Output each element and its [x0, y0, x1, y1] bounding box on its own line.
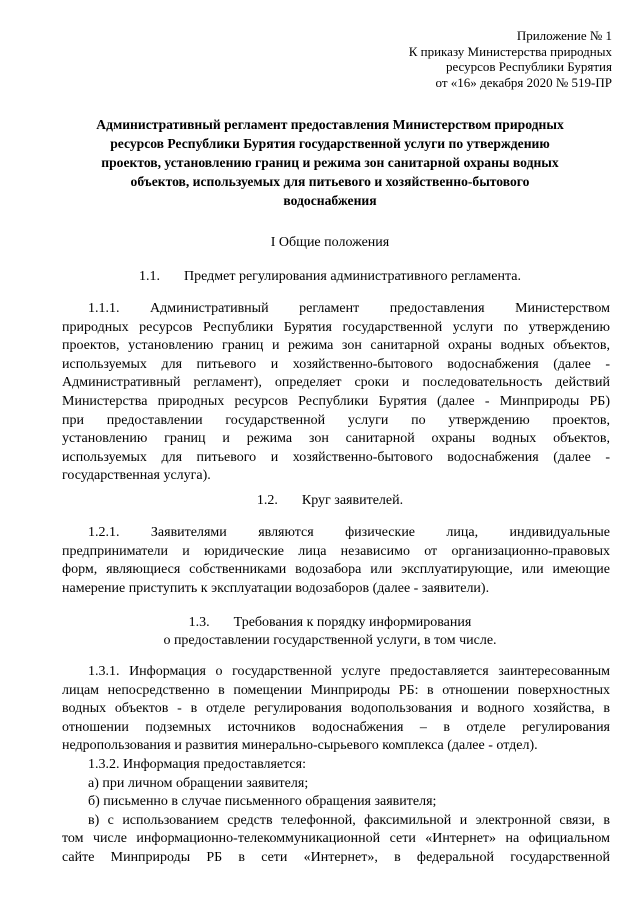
paragraph-1-3-1: [62, 663, 610, 756]
subsection-title: Требования к порядку информирования: [233, 615, 472, 630]
paragraph-1-3-2: [62, 756, 610, 868]
title-line: объектов, используемых для питьевого и хозяйственно-бытового: [130, 174, 530, 189]
text-line: намерение приступить к эксплуатации водозаборов (далее - заявители).: [62, 580, 490, 596]
text-line: форм, являющиеся собственниками водозабора или эксплуатирующие, или имеющие: [62, 562, 610, 578]
text-line: используемых для питьевого и хозяйственно-бытового водоснабжения (далее -: [62, 356, 610, 372]
text-line: Административный регламент), определяет сроки и последовательность действий: [62, 375, 610, 391]
subsection-1-3-heading: [62, 614, 598, 650]
subsection-title: Предмет регулирования административного регламента.: [184, 269, 521, 284]
text-line: 1.3.1. Информация о государственной услуге предоставляется заинтересованным: [88, 664, 610, 679]
title-line: Административный регламент предоставления Министерством природных: [96, 117, 564, 132]
text-line: 1.1.1. Административный регламент предоставления Министерством: [88, 301, 610, 316]
text-line: государственная услуга).: [62, 468, 211, 484]
subsection-number: 1.2.: [256, 493, 278, 508]
appendix-line: Приложение № 1: [516, 28, 612, 43]
text-line: лицам непосредственно в помещении Минприроды РБ: в отношении поверхностных: [62, 682, 610, 698]
title-line: проектов, установлению границ и режима зон санитарной охраны водных: [101, 155, 559, 170]
text-line: проектов, установлению границ и режима зон санитарной охраны водных объектов,: [62, 338, 610, 354]
text-line: используемых для питьевого и хозяйственно-бытового водоснабжения (далее -: [62, 449, 610, 465]
text-line: отношении подземных источников водоснабжения – в отделе регулирования: [62, 719, 610, 735]
text-line: сайте Минприроды РБ в сети «Интернет», в федеральной государственной: [62, 849, 610, 865]
text-line: в) с использованием средств телефонной, факсимильной и электронной связи, в: [88, 812, 610, 828]
text-line: недропользования и развития минерально-сырьевого комплекса (далее - отдел).: [62, 738, 538, 754]
appendix-line: ресурсов Республики Бурятия: [445, 59, 612, 74]
title-line: водоснабжения: [283, 193, 377, 208]
text-line: природных ресурсов Республики Бурятия государственной услуги по утверждению: [62, 319, 610, 335]
text-line: 1.2.1. Заявителями являются физические лица, индивидуальные: [88, 525, 610, 540]
text-line: Министерства природных ресурсов Республики Бурятия (далее - Минприроды РБ): [62, 393, 610, 409]
text-line: том числе информационно-телекоммуникационной сети «Интернет» на официальном: [62, 831, 610, 847]
document-title: [62, 115, 598, 210]
text-line: 1.3.2. Информация предоставляется:: [88, 757, 306, 772]
subsection-number: 1.1.: [139, 269, 160, 284]
paragraph-1-1-1: [62, 300, 610, 486]
text-line: а) при личном обращении заявителя;: [88, 775, 309, 791]
title-line: ресурсов Республики Бурятия государственной услуги по утверждению: [110, 136, 550, 151]
appendix-block: [312, 28, 612, 90]
subsection-1-2-heading: [62, 492, 598, 510]
appendix-line: К приказу Министерства природных: [408, 43, 612, 59]
text-line: установлению границ и режима зон санитарной охраны водных объектов,: [62, 431, 610, 447]
text-line: б) письменно в случае письменного обращения заявителя;: [88, 794, 437, 810]
text-line: водных объектов - в отделе регулирования водопользования и водного хозяйства, в: [62, 701, 610, 717]
subsection-1-1-heading: [62, 268, 598, 286]
appendix-line: от «16» декабря 2020 № 519-ПР: [435, 74, 612, 90]
paragraph-1-2-1: [62, 524, 610, 598]
text-line: предприниматели и юридические лица независимо от организационно-правовых: [62, 543, 610, 559]
subsection-title-cont: о предоставлении государственной услуги, в том числе.: [163, 633, 497, 648]
text-line: при предоставлении государственной услуги по утверждению проектов,: [62, 412, 610, 428]
subsection-title: Круг заявителей.: [301, 493, 404, 508]
section-heading: I Общие положения: [270, 235, 390, 250]
subsection-number: 1.3.: [188, 615, 210, 630]
